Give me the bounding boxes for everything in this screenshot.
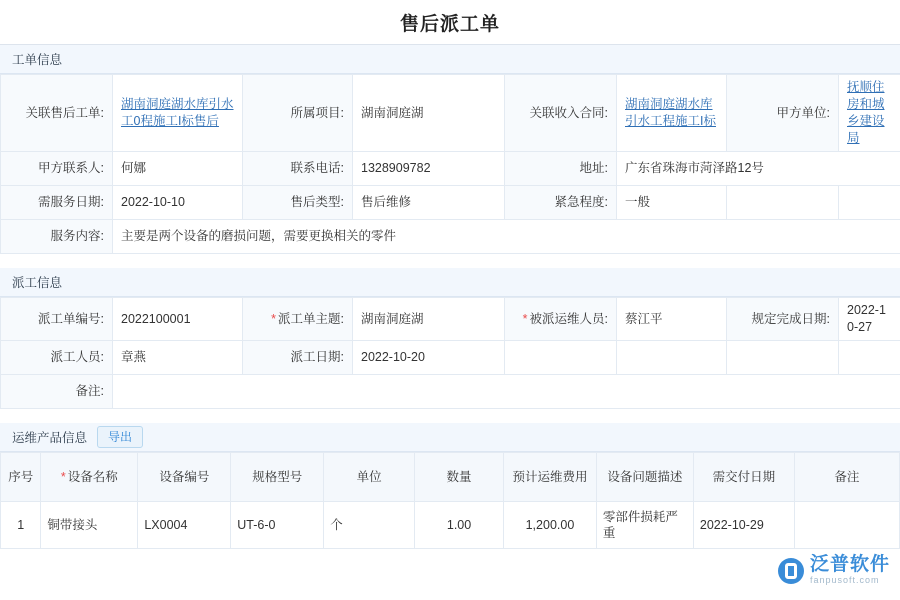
watermark (778, 555, 890, 586)
value-phone: 1328909782 (353, 152, 505, 186)
cell-issue: 零部件损耗严重 (596, 502, 693, 549)
label-project: 所属项目: (243, 75, 353, 152)
section-spacer-1 (0, 254, 900, 268)
col-deliver-date: 需交付日期 (693, 453, 794, 502)
product-table (0, 452, 900, 549)
required-mark-icon: * (271, 311, 277, 326)
value-empty-5 (727, 341, 839, 375)
section-title-dispatch-info: 派工信息 (12, 276, 63, 290)
value-related-order[interactable] (113, 75, 243, 152)
table-row (1, 186, 900, 220)
export-button[interactable]: 导出 (97, 426, 143, 448)
value-assignee: 蔡江平 (617, 298, 727, 341)
col-unit: 单位 (324, 453, 415, 502)
required-mark-icon: * (522, 311, 528, 326)
value-address: 广东省珠海市菏泽路12号 (617, 152, 900, 186)
cell-remark (794, 502, 899, 549)
page-title-bar (0, 0, 900, 45)
table-row (1, 220, 900, 254)
value-contact: 何娜 (113, 152, 243, 186)
label-due-date: 规定完成日期: (727, 298, 839, 341)
label-service-content: 服务内容: (1, 220, 113, 254)
cell-no: 1 (1, 502, 41, 549)
watermark-text (810, 555, 890, 586)
related-order-link[interactable]: 湖南洞庭湖水库引水工0程施工I标售后 (121, 97, 234, 128)
value-income-contract[interactable] (617, 75, 727, 152)
value-empty-6 (839, 341, 900, 375)
value-after-sale-type: 售后维修 (353, 186, 505, 220)
order-info-table (0, 74, 900, 254)
income-contract-link[interactable]: 湖南洞庭湖水库引水工程施工I标 (625, 97, 716, 128)
label-dispatch-no: 派工单编号: (1, 298, 113, 341)
product-table-header-row (1, 453, 900, 502)
label-after-sale-type: 售后类型: (243, 186, 353, 220)
value-empty-1 (727, 186, 839, 220)
table-row (1, 375, 900, 409)
label-subject-text: 派工单主题: (278, 311, 344, 326)
label-income-contract: 关联收入合同: (505, 75, 617, 152)
dispatch-info-table (0, 297, 900, 409)
value-service-content: 主要是两个设备的磨损问题，需要更换相关的零件 (113, 220, 900, 254)
value-urgency: 一般 (617, 186, 727, 220)
value-dispatcher: 章燕 (113, 341, 243, 375)
cell-cost: 1,200.00 (503, 502, 596, 549)
section-header-dispatch-info (0, 268, 900, 297)
col-cost: 预计运维费用 (503, 453, 596, 502)
cell-code: LX0004 (138, 502, 231, 549)
value-subject: 湖南洞庭湖 (353, 298, 505, 341)
col-name-text: 设备名称 (67, 470, 118, 484)
col-remark: 备注 (794, 453, 899, 502)
watermark-sub: fanpusoft.com (809, 575, 880, 586)
section-header-order-info (0, 45, 900, 74)
value-remark (113, 375, 900, 409)
value-empty-3 (505, 341, 617, 375)
value-party-a[interactable] (839, 75, 900, 152)
cell-model: UT-6-0 (231, 502, 324, 549)
table-row (1, 152, 900, 186)
label-party-a: 甲方单位: (727, 75, 839, 152)
table-row (1, 75, 900, 152)
col-model: 规格型号 (231, 453, 324, 502)
section-spacer-2 (0, 409, 900, 423)
label-remark: 备注: (1, 375, 113, 409)
label-assignee (505, 298, 617, 341)
label-phone: 联系电话: (243, 152, 353, 186)
label-related-order: 关联售后工单: (1, 75, 113, 152)
col-qty: 数量 (415, 453, 504, 502)
table-row (1, 341, 900, 375)
table-row (1, 298, 900, 341)
label-dispatch-date: 派工日期: (243, 341, 353, 375)
section-header-product-info (0, 423, 900, 452)
value-due-date: 2022-10-27 (839, 298, 900, 341)
col-no: 序号 (1, 453, 41, 502)
watermark-main: 泛普软件 (809, 554, 890, 576)
label-service-date: 需服务日期: (1, 186, 113, 220)
cell-qty: 1.00 (415, 502, 504, 549)
label-dispatcher: 派工人员: (1, 341, 113, 375)
party-a-link[interactable]: 抚顺住房和城乡建设局 (847, 80, 885, 145)
label-assignee-text: 被派运维人员: (529, 311, 608, 326)
value-empty-4 (617, 341, 727, 375)
value-service-date: 2022-10-10 (113, 186, 243, 220)
value-empty-2 (839, 186, 900, 220)
col-name (41, 453, 138, 502)
table-row[interactable] (1, 502, 900, 549)
value-dispatch-date: 2022-10-20 (353, 341, 505, 375)
cell-unit: 个 (324, 502, 415, 549)
col-issue: 设备问题描述 (596, 453, 693, 502)
section-title-product-info: 运维产品信息 (12, 431, 88, 445)
label-urgency: 紧急程度: (505, 186, 617, 220)
cell-name: 铜带接头 (41, 502, 138, 549)
cell-deliver-date: 2022-10-29 (693, 502, 794, 549)
col-code: 设备编号 (138, 453, 231, 502)
value-project: 湖南洞庭湖 (353, 75, 505, 152)
page-title: 售后派工单 (399, 13, 500, 35)
label-address: 地址: (505, 152, 617, 186)
brand-logo-icon (778, 558, 804, 584)
section-title-order-info: 工单信息 (12, 53, 63, 67)
label-subject (243, 298, 353, 341)
value-dispatch-no: 2022100001 (113, 298, 243, 341)
label-contact: 甲方联系人: (1, 152, 113, 186)
required-mark-icon: * (60, 470, 66, 484)
